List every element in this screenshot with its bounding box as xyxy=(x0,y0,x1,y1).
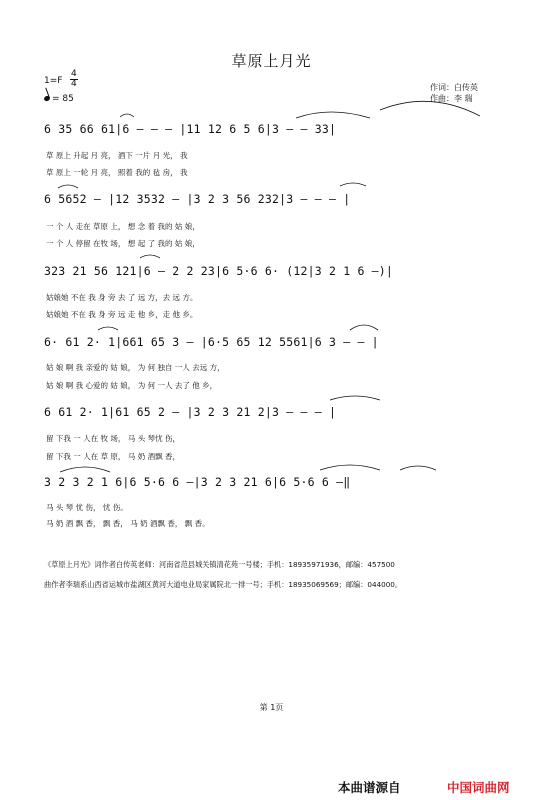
page-number: 第 1页 xyxy=(259,703,284,712)
slur xyxy=(350,325,378,330)
lyric-line-5a: 留 下我 一 人在 牧 场， 马 头 琴忧 伤， xyxy=(46,434,180,443)
composer-credit: 作曲：李 瑞 xyxy=(430,94,473,103)
slur xyxy=(400,466,436,470)
lyric-line-6a: 马 头 琴 忧 伤， 忧 伤。 xyxy=(46,503,128,512)
slur xyxy=(296,112,370,118)
slur xyxy=(320,465,380,470)
slur xyxy=(330,396,380,400)
slur xyxy=(340,183,366,186)
slur xyxy=(120,114,134,117)
lyric-line-5b: 留 下我 一 人在 草 原， 马 奶 酒飘 香， xyxy=(46,452,180,461)
tempo-value: = 85 xyxy=(52,94,74,104)
music-line-1: 6 35 66 61|6 – – – |11 12 6 5 6|3 – – 33| xyxy=(44,122,337,136)
lyric-line-2a: 一 个 人 走在 草原 上， 想 念 着 我的 姑 娘， xyxy=(46,222,200,231)
title: 草原上月光 xyxy=(231,52,312,70)
music-line-2: 6 5652 – |12 3532 – |3 2 3 56 232|3 – – – | xyxy=(44,192,351,206)
music-line-5: 6 61 2· 1|61 65 2 – |3 2 3 21 2|3 – – – | xyxy=(44,405,337,419)
lyric-line-4a: 姑 娘 啊 我 亲爱的 姑 娘， 为 何 独自 一人 去远 方， xyxy=(46,363,225,372)
music-line-6: 3 2 3 2 1 6|6 5·6 6 –|3 2 3 21 6|6 5·6 6 –‖ xyxy=(44,475,351,489)
meter-bottom: 4 xyxy=(71,79,77,89)
lyric-line-1b: 草 原上 一轮 月 亮， 照着 我的 毡 房， 我 xyxy=(46,168,188,177)
slur xyxy=(140,255,160,258)
watermark-site: 中国词曲网 xyxy=(447,780,510,795)
slur xyxy=(380,101,480,116)
meter-top: 4 xyxy=(71,69,77,79)
slur xyxy=(60,467,110,472)
slur xyxy=(98,327,118,330)
watermark-source: 本曲谱源自 xyxy=(338,780,401,795)
music-line-4: 6· 61 2· 1|661 65 3 – |6·5 65 12 5561|6 3 – – | xyxy=(44,335,379,349)
lyric-line-6b: 马 奶 酒 飘 香， 飘 香， 马 奶 酒飘 香， 飘 香。 xyxy=(46,519,210,528)
key-signature: 1=F xyxy=(44,76,63,86)
slur xyxy=(58,185,78,188)
lyric-line-3a: 姑娘她 不在 我 身 旁 去 了 远 方，去 远 方。 xyxy=(46,293,198,302)
footer-composer-address: 曲作者李瑞系山西省运城市盐湖区黄河大道电业局家属院北一排一号；手机：18935069569；邮编：044000。 xyxy=(44,580,403,589)
lyric-line-2b: 一 个 人 停留 在牧 场， 想 起 了 我的 姑 娘， xyxy=(46,239,200,248)
footer-lyricist-address: 《草原上月光》词作者白传英老师：河南省范县城关镇清花苑一号楼；手机：18935971936，邮编：457500 xyxy=(44,560,395,569)
lyric-line-1a: 草 原上 升起 月 亮， 酒下 一片 月 光， 我 xyxy=(46,151,188,160)
lyric-line-3b: 姑娘她 不在 我 身 旁 远 走 他 乡，走 他 乡。 xyxy=(46,310,198,319)
music-line-3: 323 21 56 121|6 – 2 2 23|6 5·6 6· (12|3 2 1 6 –)| xyxy=(44,264,394,278)
lyric-line-4b: 姑 娘 啊 我 心爱的 姑 娘， 为 何 一人 去了 他 乡， xyxy=(46,381,218,390)
lyricist-credit: 作词：白传英 xyxy=(430,83,478,92)
